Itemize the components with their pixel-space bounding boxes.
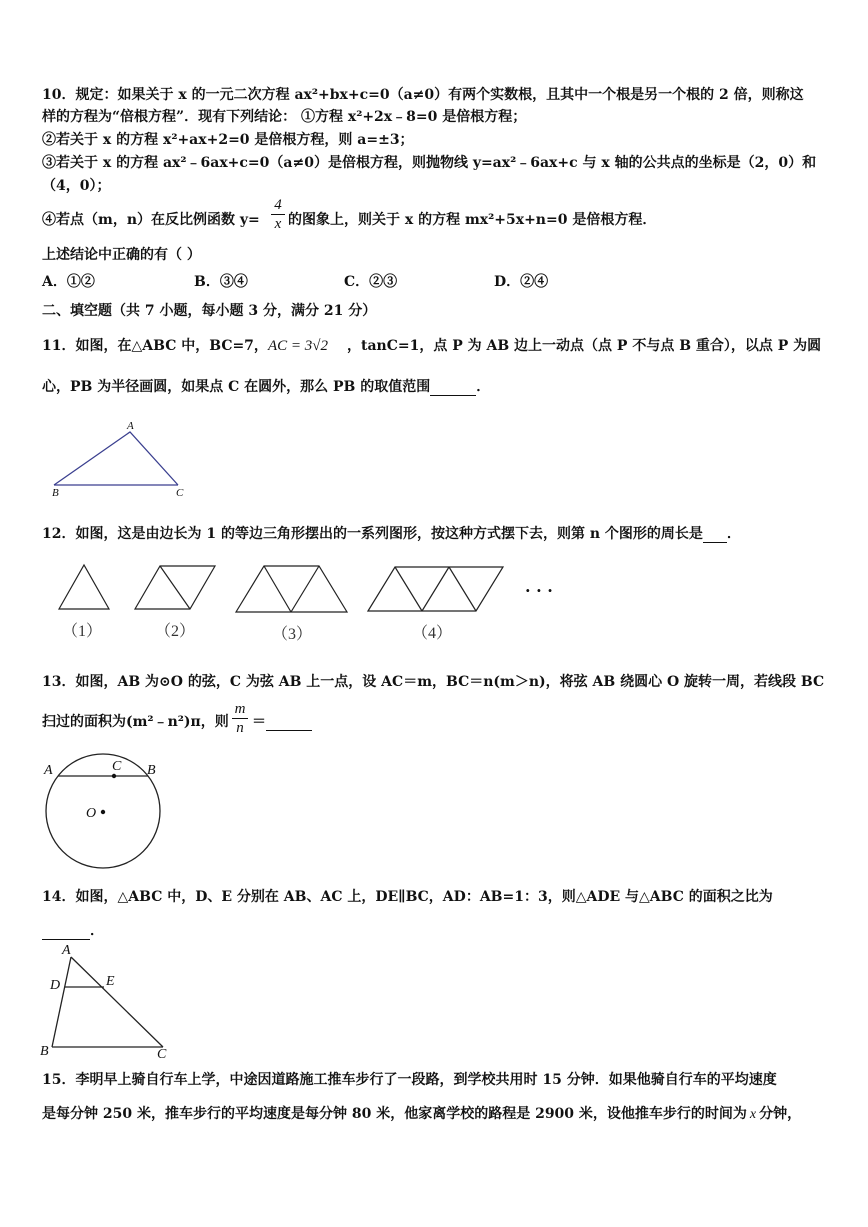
q10-line1: 10．规定：如果关于 x 的一元二次方程 ax²+bx+c=0（a≠0）有两个实数根，且其中一个根是另一个根的 2 倍，则称这 [42,87,804,103]
q11-line1-b: ，tanC=1，点 P 为 AB 边上一动点（点 P 不与点 B 重合），以点 P 为圆 [347,338,822,354]
q13-frac-den: n [236,720,244,736]
q14-label-b: B [40,1044,49,1059]
q14-label-a: A [62,943,71,958]
q10-option-c: C．②③ [344,274,398,290]
q12-line1-end: ． [726,526,741,542]
q14-side-ac [71,957,163,1047]
q11-line1-a: 11．如图，在△ABC 中，BC=7， [42,338,268,354]
q11-line2-end: ． [476,379,491,395]
q15-variable-x: x [749,1107,757,1122]
q13-label-b: B [147,763,156,778]
q15-line2 [42,1105,801,1124]
q12-caption-4: （4） [412,625,453,642]
q14-side-ab [52,957,71,1047]
q14-line2-end: ． [90,923,104,939]
q15-line2-b: 分钟， [759,1106,802,1122]
q12-ellipsis: · · · [525,581,553,600]
q10-line7: 上述结论中正确的有（ ） [42,247,201,263]
q11-label-a: A [127,420,134,432]
q14-line1: 14．如图，△ABC 中，D、E 分别在 AB、AC 上，DE∥BC，AD：AB=1：3，则△ADE 与△ABC 的面积之比为 [42,889,773,905]
q10-line6-b: 的图象上，则关于 x 的方程 mx²+5x+n=0 是倍根方程． [288,212,657,228]
q10-line4: ③若关于 x 的方程 ax²﹣6ax+c=0（a≠0）是倍根方程，则抛物线 y=ax²﹣6ax+c 与 x 轴的公共点的坐标是（2，0）和 [42,155,817,171]
q10-line5: （4，0）； [42,178,111,194]
q13-label-c: C [112,759,122,774]
q13-label-a: A [44,763,53,778]
q10-option-a: A．①② [42,274,95,290]
q13-frac-num: m [234,701,246,717]
section-heading: 二、填空题（共 7 小题，每小题 3 分，满分 21 分） [42,303,377,319]
q11-ac-expression: AC = 3√2 [268,338,329,354]
q15-line2-a: 是每分钟 250 米，推车步行的平均速度是每分钟 80 米，他家离学校的路程是 2900 米，设他推车步行的时间为 [42,1106,747,1122]
q13-label-o: O [86,806,97,821]
q15-line1: 15．李明早上骑自行车上学，中途因道路施工推车步行了一段路，到学校共用时 15 分钟．如果他骑自行车的平均速度 [42,1072,777,1088]
q14-label-e: E [106,974,115,989]
q10-option-d: D．②④ [494,274,549,290]
q13-line2-a: 扫过的面积为(m²﹣n²)π，则 [42,714,229,730]
q11-label-b: B [52,487,59,499]
q11-line2-text: 心，PB 为半径画圆，如果点 C 在圆外，那么 PB 的取值范围 [42,379,431,395]
q14-label-c: C [157,1047,167,1062]
q12-caption-3: （3） [272,626,313,643]
q10-frac-num: 4 [274,197,282,213]
q12-caption-2: （2） [155,623,196,640]
q10-line2: 样的方程为“倍根方程”．现有下列结论： ①方程 x²+2x﹣8=0 是倍根方程； [42,109,527,125]
q13-line1: 13．如图，AB 为⊙O 的弦，C 为弦 AB 上一点，设 AC＝m，BC＝n(m＞n)，将弦 AB 绕圆心 O 旋转一周，若线段 BC [42,674,825,690]
q13-line2-b: ＝ [252,714,266,730]
q12-line1-text: 12．如图，这是由边长为 1 的等边三角形摆出的一系列图形，按这种方式摆下去，则第 n 个图形的周长是 [42,526,703,542]
q12-caption-1: （1） [62,623,103,640]
q10-option-b: B．③④ [194,274,248,290]
q11-label-c: C [176,487,184,499]
q10-frac-den: x [274,216,282,232]
q10-line6-a: ④若点（m，n）在反比例函数 y= [42,212,260,228]
q14-label-d: D [50,978,61,993]
q10-line3: ②若关于 x 的方程 x²+ax+2=0 是倍根方程，则 a=±3； [42,132,414,148]
